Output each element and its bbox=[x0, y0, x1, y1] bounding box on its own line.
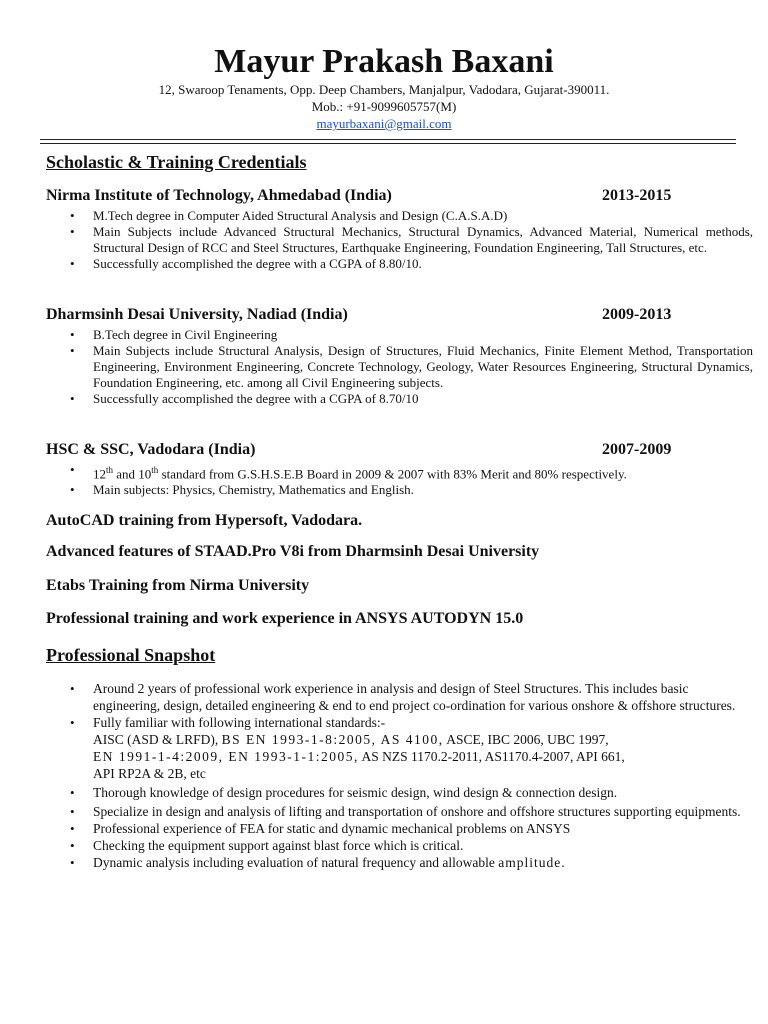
std-text: 12 bbox=[93, 466, 106, 482]
institution-name: HSC & SSC, Vadodara (India) bbox=[46, 441, 256, 458]
item-text: amplitude. bbox=[498, 855, 566, 870]
institution-heading bbox=[46, 440, 686, 460]
std-text: standard from G.S.H.S.E.B Board in 2009 & 2007 with 83% Merit and 80% respectively. bbox=[158, 466, 627, 482]
scholastic-section-title: Scholastic & Training Credentials bbox=[46, 152, 307, 172]
list-item bbox=[93, 714, 753, 782]
institution-bullets bbox=[70, 208, 753, 272]
standards-text: BS EN 1993-1-8:2005, AS 4100, bbox=[221, 732, 444, 747]
superscript: th bbox=[151, 465, 159, 475]
list-item: • Successfully accomplished the degree with a CGPA of 8.70/10 bbox=[93, 391, 753, 407]
list-item: • Specialize in design and analysis of lifting and transportation of onshore and offshore structures supporting equipments. bbox=[93, 803, 753, 820]
institution-heading bbox=[46, 305, 686, 325]
list-item bbox=[93, 854, 753, 871]
list-item: • Main Subjects include Advanced Structural Mechanics, Structural Dynamics, Advanced Material, Numerical methods, Structural Design of RCC and Steel Structures, Earthquake Engineering, Foundation Engineering, Tall Structures, etc. bbox=[93, 224, 753, 256]
training-ansys: Professional training and work experience in ANSYS AUTODYN 15.0 bbox=[46, 610, 524, 627]
standards-intro: Fully familiar with following international standards:- bbox=[93, 715, 386, 730]
standards-line bbox=[93, 749, 625, 764]
header-divider-top bbox=[40, 139, 736, 140]
header-divider-bottom bbox=[40, 143, 736, 144]
list-item bbox=[93, 462, 753, 482]
candidate-name: Mayur Prakash Baxani bbox=[214, 43, 554, 80]
list-item: • Around 2 years of professional work experience in analysis and design of Steel Structures. This includes basic engineering, design, detailed engineering & end to end project co-ordination for various onshore & offshore structures. bbox=[93, 680, 753, 714]
institution-years: 2009-2013 bbox=[602, 306, 672, 323]
list-item: • B.Tech degree in Civil Engineering bbox=[93, 327, 753, 343]
list-item: • M.Tech degree in Computer Aided Structural Analysis and Design (C.A.S.A.D) bbox=[93, 208, 753, 224]
superscript: th bbox=[106, 465, 114, 475]
institution-years: 2007-2009 bbox=[602, 441, 672, 458]
email-link[interactable]: mayurbaxani@gmail.com bbox=[316, 116, 452, 131]
standards-line: API RP2A & 2B, etc bbox=[93, 766, 206, 781]
institution-name: Nirma Institute of Technology, Ahmedabad (India) bbox=[46, 187, 392, 204]
standards-line bbox=[93, 732, 609, 747]
list-item: • Successfully accomplished the degree with a CGPA of 8.80/10. bbox=[93, 256, 753, 272]
standards-text: AS NZS 1170.2-2011, AS1170.4-2007, API 661, bbox=[358, 749, 625, 764]
standards-text: ASCE, IBC 2006, UBC 1997, bbox=[443, 732, 609, 747]
institution-years: 2013-2015 bbox=[602, 187, 672, 204]
institution-bullets bbox=[70, 327, 753, 407]
list-item: • Main Subjects include Structural Analysis, Design of Structures, Fluid Mechanics, Finite Element Method, Transportation Engineering, Environment Engineering, Concrete Technology, Geology, Water Resources Engineering, Structural Dynamics, Foundation Engineering, etc. among all Civil Engineering subjects. bbox=[93, 343, 753, 391]
standards-text: AISC (ASD & LRFD), bbox=[93, 732, 222, 747]
std-text: and 10 bbox=[113, 466, 152, 482]
list-item: • Checking the equipment support against blast force which is critical. bbox=[93, 837, 753, 854]
institution-name: Dharmsinh Desai University, Nadiad (India) bbox=[46, 306, 348, 323]
list-item: • Professional experience of FEA for static and dynamic mechanical problems on ANSYS bbox=[93, 820, 753, 837]
address: 12, Swaroop Tenaments, Opp. Deep Chambers, Manjalpur, Vadodara, Gujarat-390011. bbox=[158, 82, 610, 97]
mobile-number: Mob.: +91-9099605757(M) bbox=[311, 99, 457, 114]
institution-heading bbox=[46, 186, 686, 206]
training-autocad: AutoCAD training from Hypersoft, Vadodara. bbox=[46, 512, 363, 529]
training-staad: Advanced features of STAAD.Pro V8i from Dharmsinh Desai University bbox=[46, 543, 540, 560]
institution-bullets bbox=[70, 462, 753, 498]
list-item: • Main subjects: Physics, Chemistry, Mathematics and English. bbox=[93, 482, 753, 498]
standards-text: EN 1991-1-4:2009, EN 1993-1-1:2005, bbox=[93, 749, 359, 764]
professional-bullets bbox=[70, 680, 753, 871]
item-text: Dynamic analysis including evaluation of natural frequency and allowable bbox=[93, 855, 499, 870]
list-item: • Thorough knowledge of design procedures for seismic design, wind design & connection design. bbox=[93, 784, 753, 801]
professional-section-title: Professional Snapshot bbox=[46, 645, 216, 665]
training-etabs: Etabs Training from Nirma University bbox=[46, 577, 310, 594]
